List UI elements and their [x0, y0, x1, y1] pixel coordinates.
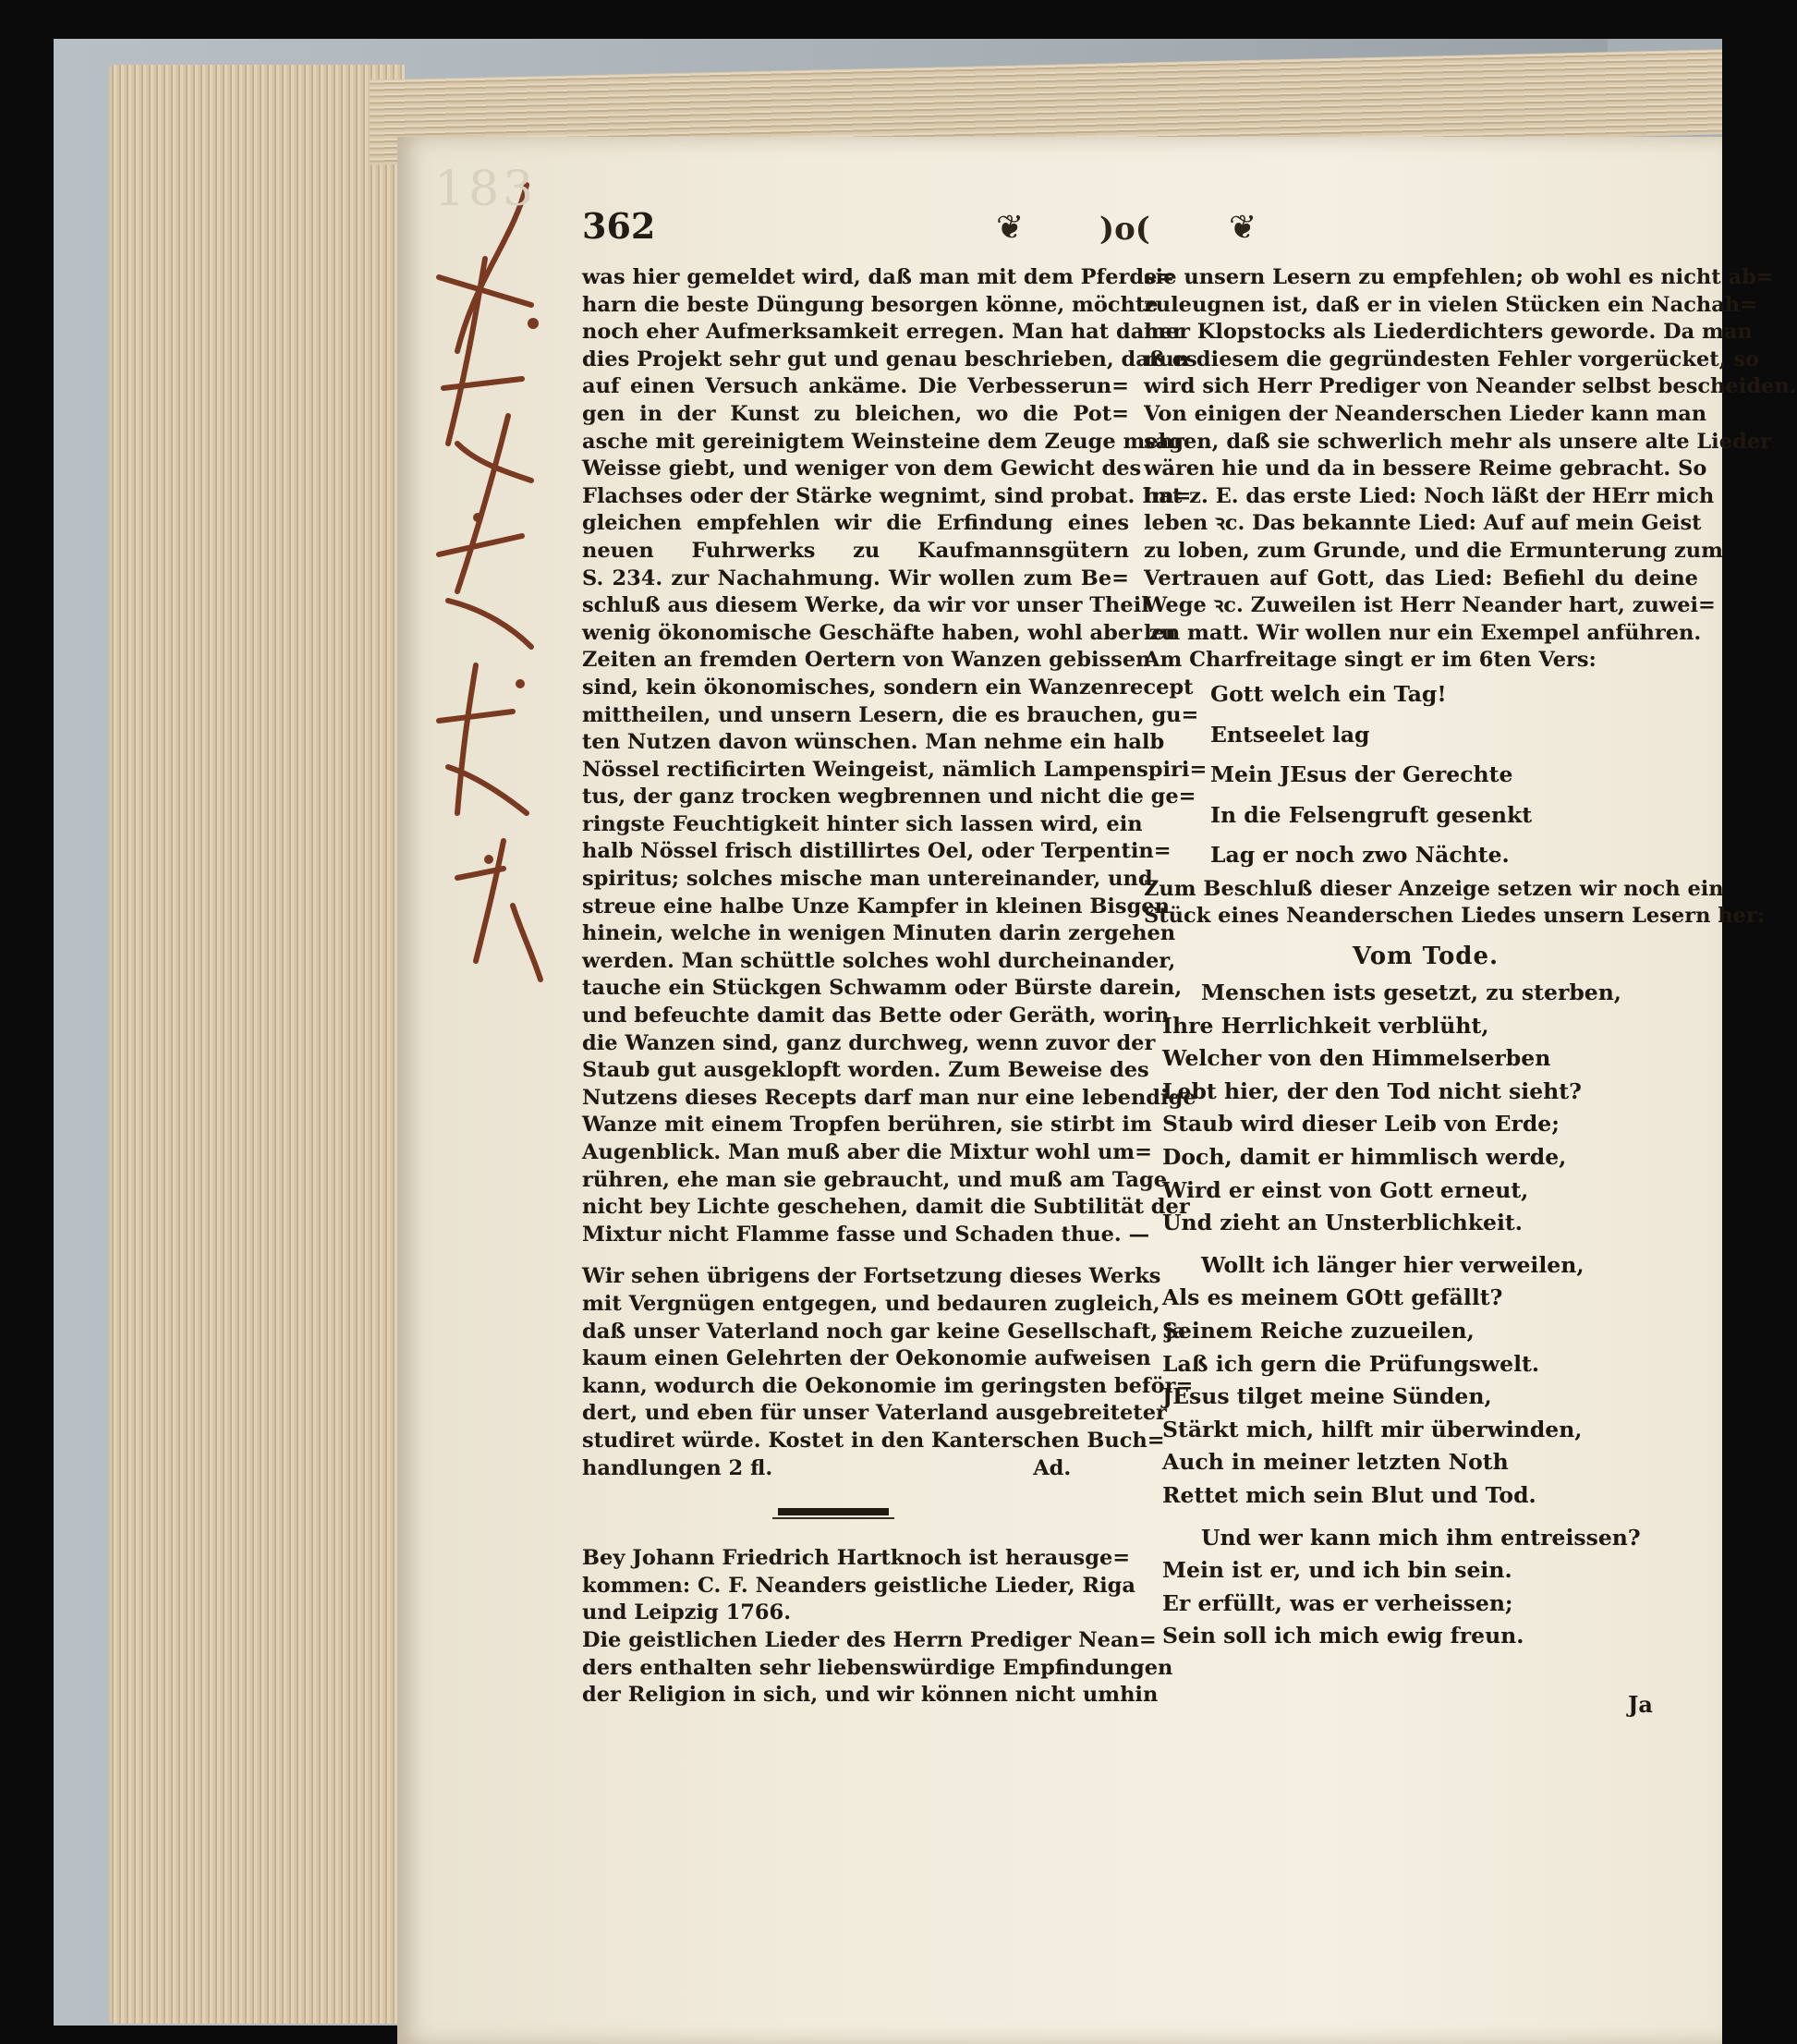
text-line: ders enthalten sehr liebenswürdige Empfindungen — [582, 1655, 1173, 1680]
text-line: Die geistlichen Lieder des Herrn Prediger Nean= — [582, 1627, 1157, 1652]
verse-line: Welcher von den Himmelserben — [1162, 1045, 1551, 1072]
verse-line: Doch, damit er himmlisch werde, — [1162, 1144, 1567, 1171]
verse-line: Wollt ich länger hier verweilen, — [1201, 1251, 1585, 1278]
verse-line: JEsus tilget meine Sünden, — [1162, 1383, 1492, 1410]
text-line: dies Projekt sehr gut und genau beschrieben, daß es — [582, 347, 1197, 371]
text-line: sind, kein ökonomisches, sondern ein Wanzenrecept — [582, 675, 1194, 700]
text-line: ten Nutzen davon wünschen. Man nehme ein halb — [582, 730, 1165, 755]
text-line: tus, der ganz trocken wegbrennen und nicht die ge= — [582, 785, 1196, 809]
text-line: Staub gut ausgeklopft worden. Zum Beweise des — [582, 1058, 1149, 1083]
text-line: rühren, ehe man sie gebraucht, und muß am Tage — [582, 1167, 1168, 1192]
text-line: noch eher Aufmerksamkeit erregen. Man hat daher — [582, 320, 1184, 345]
text-line: gleichen empfehlen wir die Erfindung eines — [582, 511, 1129, 536]
text-line: sie unsern Lesern zu empfehlen; ob wohl es nicht ab= — [1144, 265, 1774, 289]
ornament-left: ❦ — [996, 209, 1025, 247]
text-line: wird sich Herr Prediger von Neander selbst bescheiden. — [1144, 374, 1797, 399]
text-line: mer Klopstocks als Liederdichters geworde. Da man — [1144, 320, 1753, 345]
verse-line: Und zieht an Unsterblichkeit. — [1162, 1210, 1523, 1236]
ornament-center: )o( — [1099, 211, 1150, 248]
text-line: kann, wodurch die Oekonomie im geringsten beför= — [582, 1373, 1194, 1398]
text-line: tauche ein Stückgen Schwamm oder Bürste darein, — [582, 976, 1183, 1001]
hymn-excerpt — [1144, 675, 1698, 876]
text-line: auf einen Versuch ankäme. Die Verbesserun= — [582, 374, 1129, 399]
verse-line: Sein soll ich mich ewig freun. — [1162, 1623, 1524, 1649]
text-line: schluß aus diesem Werke, da wir vor unser Theil — [582, 593, 1149, 618]
text-line: und Leipzig 1766. — [582, 1600, 792, 1625]
left-column — [582, 264, 1208, 1709]
text-line: wenig ökonomische Geschäfte haben, wohl aber zu — [582, 620, 1176, 645]
text-line: kommen: C. F. Neanders geistliche Lieder, Riga — [582, 1573, 1135, 1598]
bleed-through-number: 183 — [434, 162, 538, 217]
text-line: Weisse giebt, und weniger von dem Gewicht des — [582, 456, 1142, 481]
text-line: Wir sehen übrigens der Fortsetzung dieses Werks — [582, 1264, 1161, 1289]
poem-stanza — [1144, 1522, 1698, 1653]
text-line: die Wanzen sind, ganz durchweg, wenn zuvor der — [582, 1030, 1156, 1055]
text-line: sagen, daß sie schwerlich mehr als unsere alte Lieder — [1144, 429, 1771, 454]
text-line: Wanze mit einem Tropfen berühren, sie stirbt im — [582, 1113, 1152, 1138]
review-continuation — [1144, 264, 1797, 675]
verse-line: Entseelet lag — [1210, 721, 1370, 748]
text-line: ringste Feuchtigkeit hinter sich lassen wird, ein — [582, 811, 1143, 836]
text-line: zuleugnen ist, daß er in vielen Stücken ein Nachah= — [1144, 292, 1758, 317]
text-line: studiret würde. Kostet in den Kanterschen Buch= — [582, 1428, 1165, 1453]
text-line: Wege ꝛc. Zuweilen ist Herr Neander hart, zuwei= — [1144, 593, 1716, 618]
text-line: Am Charfreitage singt er im 6ten Vers: — [1144, 648, 1597, 673]
text-line: Von einigen der Neanderschen Lieder kann man — [1144, 401, 1707, 426]
review-paragraph-1 — [582, 264, 1208, 1248]
verse-line: Ihre Herrlichkeit verblüht, — [1162, 1012, 1489, 1039]
text-line: nicht bey Lichte geschehen, damit die Subtilität der — [582, 1195, 1190, 1220]
right-column — [1144, 264, 1797, 1653]
text-line: Nössel rectificirten Weingeist, nämlich Lampenspiri= — [582, 757, 1208, 782]
text-line: len matt. Wir wollen nur ein Exempel anführen. — [1144, 620, 1702, 645]
text-line: Bey Johann Friedrich Hartknoch ist herausge= — [582, 1546, 1131, 1571]
text-line: Zum Beschluß dieser Anzeige setzen wir noch ein — [1144, 876, 1724, 901]
page-header — [582, 205, 1617, 261]
text-line: was hier gemeldet wird, daß man mit dem Pferde= — [582, 265, 1175, 289]
poem-stanza — [1144, 1249, 1698, 1513]
verse-line: Mein ist er, und ich bin sein. — [1162, 1557, 1512, 1584]
transition-paragraph — [1144, 876, 1766, 931]
text-line: mit Vergnügen entgegen, und bedauren zugleich, — [582, 1291, 1160, 1316]
text-line: Stück eines Neanderschen Liedes unsern Lesern her: — [1144, 904, 1766, 929]
review-paragraph-2 — [582, 1263, 1194, 1482]
verse-line: Auch in meiner letzten Noth — [1162, 1449, 1509, 1476]
text-line: Nutzens dieses Recepts darf man nur eine lebendige — [582, 1085, 1196, 1110]
text-line: hat z. E. das erste Lied: Noch läßt der HErr mich — [1144, 483, 1715, 508]
handwritten-margin-annotation — [420, 166, 577, 998]
text-line: neuen Fuhrwerks zu Kaufmannsgütern — [582, 538, 1129, 563]
text-line: nun diesem die gegründesten Fehler vorgerücket, so — [1144, 347, 1760, 371]
text-line: Vertrauen auf Gott, das Lied: Befiehl du deine — [1144, 566, 1698, 590]
text-line: Mixtur nicht Flamme fasse und Schaden thue. — — [582, 1222, 1150, 1247]
review-2-heading — [582, 1545, 1173, 1709]
text-line: spiritus; solches mische man untereinander, und — [582, 867, 1153, 892]
text-line: harn die beste Düngung besorgen könne, möchte — [582, 292, 1159, 317]
text-line: Flachses oder der Stärke wegnimt, sind probat. Im= — [582, 483, 1192, 508]
poem-title: Vom Tode. — [1352, 943, 1500, 971]
verse-line: Lag er noch zwo Nächte. — [1210, 842, 1510, 869]
verse-line: Wird er einst von Gott erneut, — [1162, 1176, 1529, 1203]
verse-line: In die Felsengruft gesenkt — [1210, 801, 1533, 828]
poem-stanza — [1144, 977, 1698, 1240]
text-line: halb Nössel frisch distillirtes Oel, oder Terpentin= — [582, 839, 1172, 864]
text-line: dert, und eben für unser Vaterland ausgebreiteter — [582, 1401, 1167, 1426]
verse-line: Laß ich gern die Prüfungswelt. — [1162, 1350, 1540, 1377]
text-line: streue eine halbe Unze Kampfer in kleinen Bisgen — [582, 894, 1170, 919]
verse-line: Er erfüllt, was er verheissen; — [1162, 1589, 1513, 1616]
text-line: wären hie und da in bessere Reime gebracht. So — [1144, 456, 1707, 481]
verse-line: Mein JEsus der Gerechte — [1210, 761, 1513, 788]
text-line-signature: handlungen 2 fl. Ad. — [582, 1455, 1072, 1480]
verse-line: Rettet mich sein Blut und Tod. — [1162, 1481, 1536, 1508]
page-stack-edge — [109, 65, 405, 2024]
verse-line: Gott welch ein Tag! — [1210, 680, 1447, 707]
poem — [1144, 977, 1698, 1653]
text-line: leben ꝛc. Das bekannte Lied: Auf auf mein Geist — [1144, 511, 1702, 536]
ornament-right: ❦ — [1229, 209, 1257, 247]
text-line: gen in der Kunst zu bleichen, wo die Pot= — [582, 401, 1129, 426]
verse-line: Lebt hier, der den Tod nicht sieht? — [1162, 1077, 1582, 1104]
verse-line: Staub wird dieser Leib von Erde; — [1162, 1111, 1560, 1138]
section-divider — [582, 1482, 1129, 1545]
verse-line: Seinem Reiche zuzueilen, — [1162, 1318, 1475, 1344]
text-line: Augenblick. Man muß aber die Mixtur wohl um= — [582, 1140, 1152, 1164]
verse-line: Menschen ists gesetzt, zu sterben, — [1201, 979, 1621, 1006]
text-line: werden. Man schüttle solches wohl durcheinander, — [582, 948, 1176, 973]
text-line: und befeuchte damit das Bette oder Geräth, worin — [582, 1004, 1170, 1028]
verse-line: Als es meinem GOtt gefällt? — [1162, 1284, 1503, 1311]
text-line: zu loben, zum Grunde, und die Ermunterung zum — [1144, 538, 1723, 563]
page-number: 362 — [582, 205, 656, 247]
text-line: mittheilen, und unsern Lesern, die es brauchen, gu= — [582, 702, 1199, 727]
text-line: hinein, welche in wenigen Minuten darin zergehen — [582, 921, 1176, 946]
verse-line: Und wer kann mich ihm entreissen? — [1201, 1524, 1641, 1551]
text-line: Zeiten an fremden Oertern von Wanzen gebissen — [582, 648, 1151, 673]
verse-line: Stärkt mich, hilft mir überwinden, — [1162, 1416, 1583, 1442]
text-line: kaum einen Gelehrten der Oekonomie aufweisen — [582, 1346, 1151, 1371]
text-line: asche mit gereinigtem Weinsteine dem Zeuge mehr — [582, 429, 1184, 454]
text-line: S. 234. zur Nachahmung. Wir wollen zum Be= — [582, 566, 1129, 590]
text-line: daß unser Vaterland noch gar keine Gesellschaft, ja — [582, 1319, 1186, 1344]
catchword: Ja — [1628, 1691, 1653, 1718]
text-line: der Religion in sich, und wir können nicht umhin — [582, 1683, 1159, 1708]
